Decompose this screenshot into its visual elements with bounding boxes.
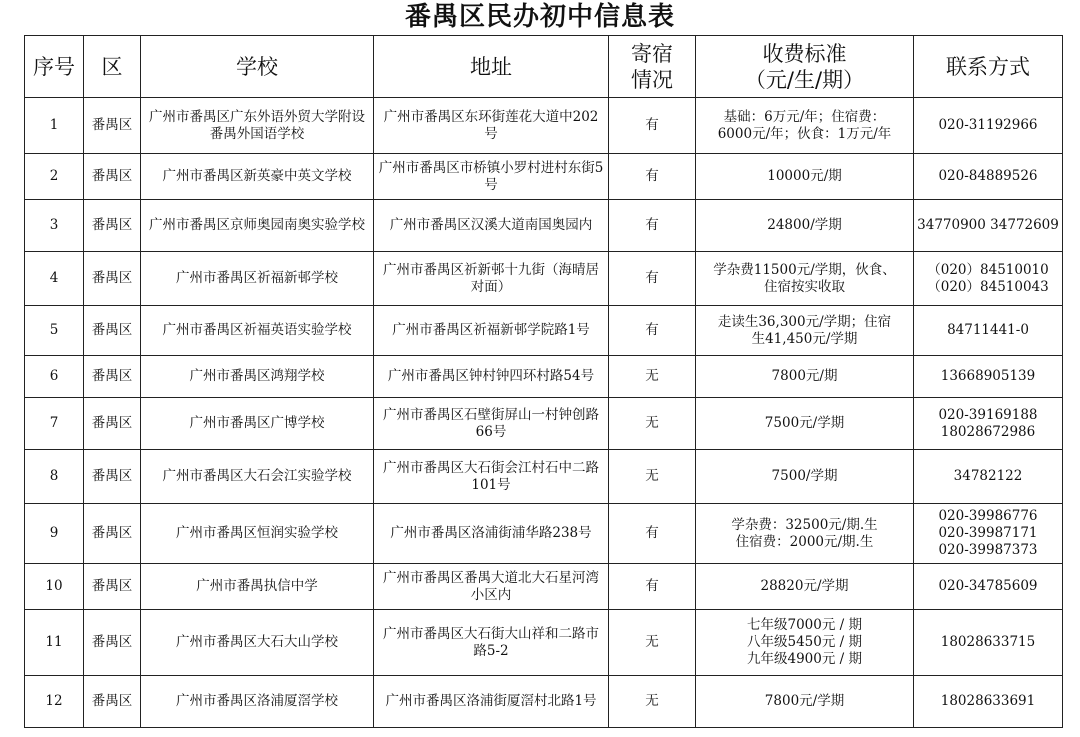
cell-district: 番禺区	[84, 564, 141, 610]
contact-line: 13668905139	[940, 368, 1036, 384]
cell-index: 2	[25, 154, 84, 200]
header-boarding-label: 寄宿情况	[631, 41, 673, 92]
header-index: 序号	[25, 36, 84, 98]
contact-line: 020-39987171	[938, 525, 1038, 541]
fee-line: 基础：6万元/年；住宿费：	[723, 108, 886, 125]
cell-contact	[914, 398, 1063, 450]
cell-district: 番禺区	[84, 504, 141, 564]
cell-boarding: 有	[609, 252, 696, 306]
cell-fee	[696, 564, 914, 610]
cell-address: 广州市番禺区洛浦街浦华路238号	[374, 504, 609, 564]
fee-line: 学杂费11500元/学期，伙食、	[713, 261, 896, 278]
cell-school: 广州市番禺区恒润实验学校	[141, 504, 374, 564]
contact-line: 020-39987373	[938, 542, 1038, 558]
cell-fee	[696, 450, 914, 504]
table-row	[25, 154, 1063, 200]
cell-index: 12	[25, 676, 84, 728]
table-row	[25, 252, 1063, 306]
cell-district: 番禺区	[84, 676, 141, 728]
cell-boarding: 无	[609, 676, 696, 728]
fee-line: 7500/学期	[771, 468, 838, 484]
cell-contact	[914, 504, 1063, 564]
cell-district: 番禺区	[84, 200, 141, 252]
fee-line: 24800/学期	[767, 217, 842, 233]
cell-index: 1	[25, 98, 84, 154]
cell-index: 6	[25, 356, 84, 398]
cell-district: 番禺区	[84, 610, 141, 676]
cell-contact	[914, 154, 1063, 200]
table-row	[25, 356, 1063, 398]
table-row	[25, 306, 1063, 356]
cell-boarding: 有	[609, 504, 696, 564]
cell-contact	[914, 356, 1063, 398]
contact-line: 18028633715	[940, 634, 1036, 650]
cell-boarding: 有	[609, 98, 696, 154]
fee-line: 八年级5450元 / 期	[747, 634, 862, 650]
fee-line: 住宿按实收取	[764, 278, 845, 295]
header-school: 学校	[141, 36, 374, 98]
cell-address: 广州市番禺区钟村钟四环村路54号	[374, 356, 609, 398]
cell-boarding: 无	[609, 450, 696, 504]
cell-school: 广州市番禺区鸿翔学校	[141, 356, 374, 398]
cell-district: 番禺区	[84, 306, 141, 356]
header-district: 区	[84, 36, 141, 98]
cell-fee	[696, 306, 914, 356]
cell-boarding: 有	[609, 564, 696, 610]
fee-line: 七年级7000元 / 期	[747, 617, 862, 633]
table-row	[25, 610, 1063, 676]
cell-fee	[696, 676, 914, 728]
header-fee-title: 收费标准	[762, 41, 847, 66]
cell-contact	[914, 200, 1063, 252]
cell-index: 8	[25, 450, 84, 504]
fee-line: 28820元/学期	[760, 578, 849, 594]
cell-address: 广州市番禺区汉溪大道南国奥园内	[374, 200, 609, 252]
cell-address: 广州市番禺区洛浦街厦滘村北路1号	[374, 676, 609, 728]
fee-line: 7800元/期	[771, 368, 838, 384]
contact-line: 020-31192966	[938, 117, 1038, 133]
cell-address: 广州市番禺区番禺大道北大石星河湾小区内	[374, 564, 609, 610]
fee-line: 走读生36,300元/学期；住宿	[717, 313, 892, 330]
header-row	[25, 36, 1063, 98]
cell-address: 广州市番禺区大石街会江村石中二路101号	[374, 450, 609, 504]
contact-line: 84711441-0	[947, 322, 1029, 338]
cell-school: 广州市番禺区广东外语外贸大学附设番禺外国语学校	[141, 98, 374, 154]
cell-index: 4	[25, 252, 84, 306]
cell-index: 3	[25, 200, 84, 252]
fee-line: 6000元/年；伙食：1万元/年	[717, 125, 892, 142]
fee-line: 7800元/学期	[764, 693, 845, 709]
cell-fee	[696, 154, 914, 200]
contact-line: （020）84510043	[927, 278, 1049, 295]
contact-line: 020-39169188	[938, 406, 1038, 423]
cell-contact	[914, 450, 1063, 504]
cell-index: 11	[25, 610, 84, 676]
contact-line: 18028633691	[940, 693, 1036, 709]
header-contact: 联系方式	[914, 36, 1063, 98]
fee-line: 7500元/学期	[764, 415, 845, 431]
cell-school: 广州市番禺执信中学	[141, 564, 374, 610]
cell-address: 广州市番禺区市桥镇小罗村进村东街5号	[374, 154, 609, 200]
cell-school: 广州市番禺区广博学校	[141, 398, 374, 450]
cell-boarding: 无	[609, 610, 696, 676]
header-fee	[696, 36, 914, 98]
cell-address: 广州市番禺区祈新邨十九街（海晴居对面）	[374, 252, 609, 306]
cell-address: 广州市番禺区大石街大山祥和二路市路5-2	[374, 610, 609, 676]
table-row	[25, 564, 1063, 610]
cell-address: 广州市番禺区石壁街屏山一村钟创路66号	[374, 398, 609, 450]
cell-address: 广州市番禺区东环街莲花大道中202号	[374, 98, 609, 154]
cell-school: 广州市番禺区新英豪中英文学校	[141, 154, 374, 200]
page-title: 番禺区民办初中信息表	[404, 2, 675, 32]
cell-index: 5	[25, 306, 84, 356]
cell-boarding: 有	[609, 200, 696, 252]
cell-fee	[696, 98, 914, 154]
cell-district: 番禺区	[84, 252, 141, 306]
school-info-table	[24, 35, 1063, 728]
table-row	[25, 676, 1063, 728]
cell-school: 广州市番禺区大石会江实验学校	[141, 450, 374, 504]
table-row	[25, 450, 1063, 504]
cell-contact	[914, 98, 1063, 154]
contact-line: 020-84889526	[938, 168, 1038, 184]
cell-boarding: 有	[609, 306, 696, 356]
fee-line: 10000元/期	[767, 168, 842, 184]
header-fee-unit: （元/生/期）	[744, 67, 865, 92]
cell-fee	[696, 504, 914, 564]
contact-line: 34782122	[953, 468, 1023, 484]
cell-boarding: 有	[609, 154, 696, 200]
cell-boarding: 无	[609, 356, 696, 398]
table-row	[25, 98, 1063, 154]
table-row	[25, 504, 1063, 564]
cell-school: 广州市番禺区洛浦厦滘学校	[141, 676, 374, 728]
cell-contact	[914, 306, 1063, 356]
fee-line: 住宿费：2000元/期.生	[735, 533, 874, 550]
cell-contact	[914, 676, 1063, 728]
cell-district: 番禺区	[84, 450, 141, 504]
fee-line: 生41,450元/学期	[751, 330, 858, 347]
cell-district: 番禺区	[84, 98, 141, 154]
cell-index: 9	[25, 504, 84, 564]
header-boarding	[609, 36, 696, 98]
cell-fee	[696, 398, 914, 450]
cell-index: 7	[25, 398, 84, 450]
contact-line: 18028672986	[940, 423, 1036, 440]
contact-line: 020-34785609	[938, 578, 1038, 594]
cell-school: 广州市番禺区大石大山学校	[141, 610, 374, 676]
table-body	[25, 98, 1063, 728]
table-row	[25, 200, 1063, 252]
cell-fee	[696, 356, 914, 398]
cell-boarding: 无	[609, 398, 696, 450]
cell-school: 广州市番禺区祈福英语实验学校	[141, 306, 374, 356]
cell-district: 番禺区	[84, 398, 141, 450]
header-address: 地址	[374, 36, 609, 98]
cell-school: 广州市番禺区祈福新邨学校	[141, 252, 374, 306]
cell-index: 10	[25, 564, 84, 610]
cell-school: 广州市番禺区京师奥园南奥实验学校	[141, 200, 374, 252]
fee-line: 九年级4900元 / 期	[747, 651, 862, 667]
cell-district: 番禺区	[84, 356, 141, 398]
cell-fee	[696, 610, 914, 676]
cell-contact	[914, 564, 1063, 610]
cell-contact	[914, 610, 1063, 676]
cell-district: 番禺区	[84, 154, 141, 200]
fee-line: 学杂费：32500元/期.生	[731, 516, 878, 533]
cell-fee	[696, 200, 914, 252]
table-row	[25, 398, 1063, 450]
contact-line: （020）84510010	[927, 261, 1049, 278]
contact-line: 020-39986776	[938, 508, 1038, 524]
cell-fee	[696, 252, 914, 306]
cell-address: 广州市番禺区祈福新邨学院路1号	[374, 306, 609, 356]
contact-line: 34770900 34772609	[917, 217, 1059, 233]
cell-contact	[914, 252, 1063, 306]
